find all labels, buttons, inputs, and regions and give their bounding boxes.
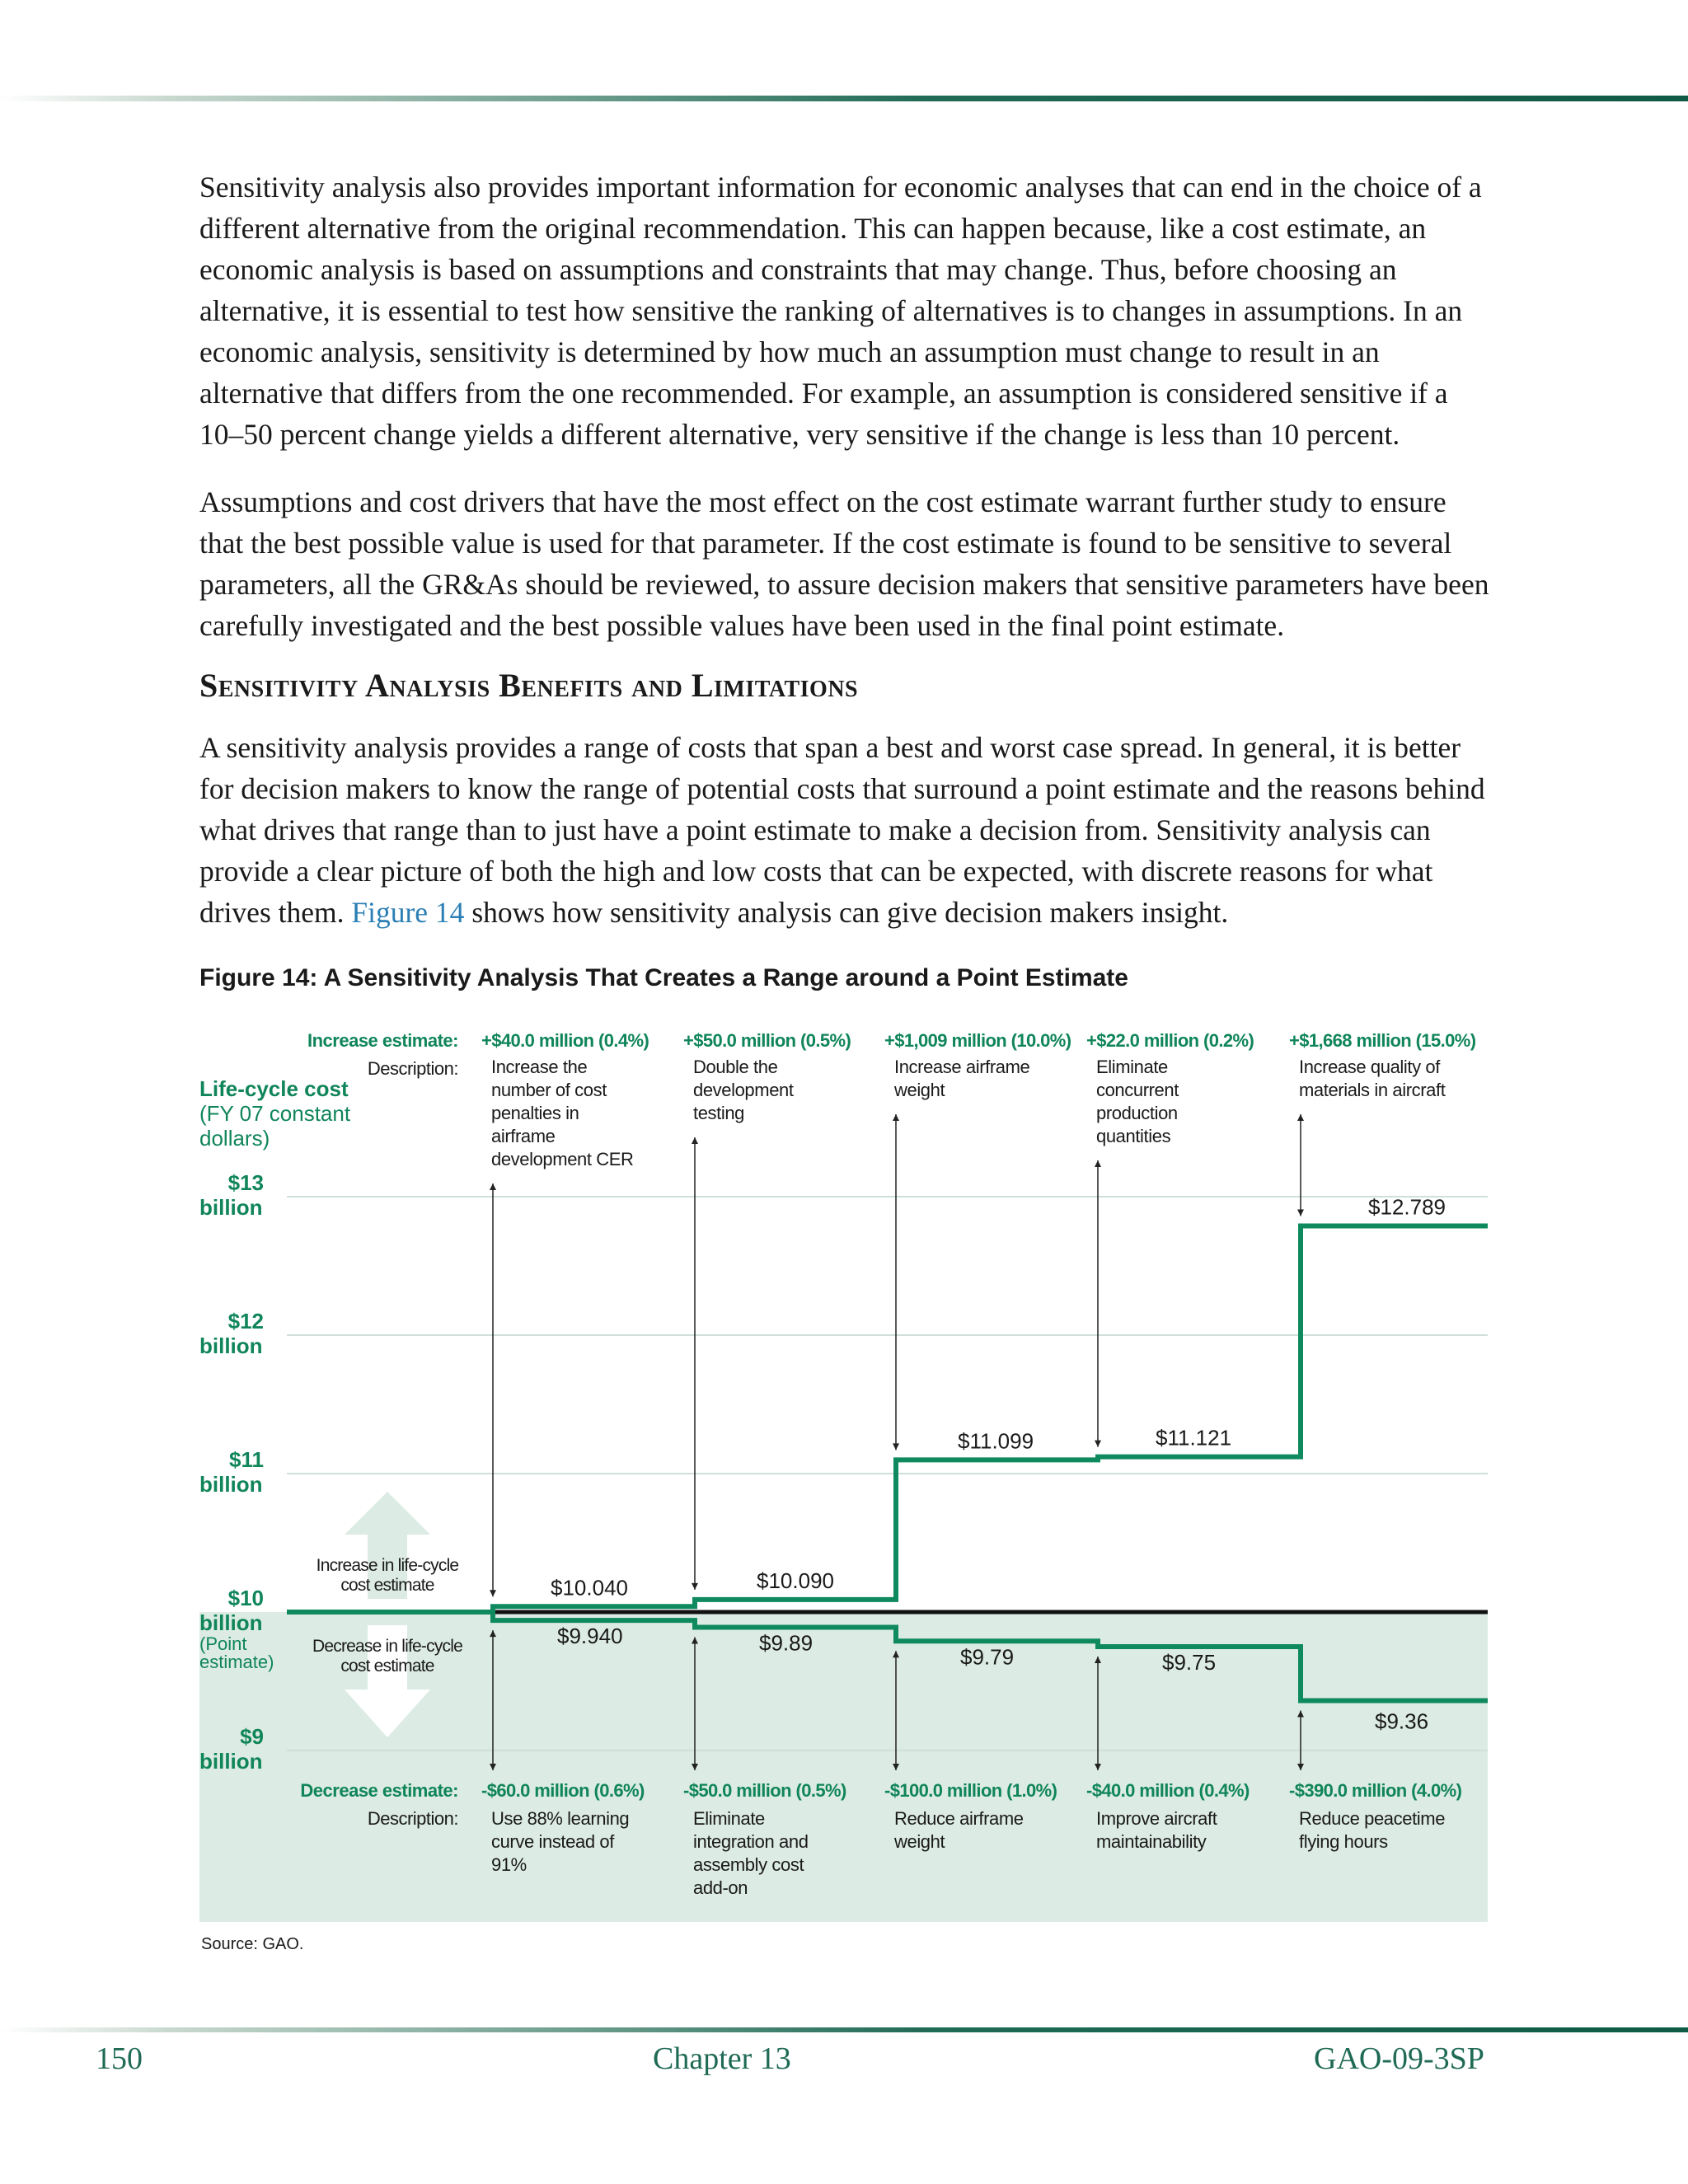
paragraph-3-text-a: A sensitivity analysis provides a range of costs that span a best and worst case spread. In general, it is better for decision makers to know the range of potential costs that surround a point estimate and the reasons behind what drives that range than to just have a point estimate to make a decision from. Sensitivity analysis can provide a clear picture of both the high and low costs that can be expected, with discrete reasons for what drives them. bbox=[199, 731, 1485, 929]
paragraph-3-text-b: shows how sensitivity analysis can give decision makers insight. bbox=[464, 896, 1229, 929]
y-tick-label-4-a: $9 bbox=[240, 1724, 264, 1749]
footer-doc-id: GAO-09-3SP bbox=[1314, 2041, 1484, 2076]
y-tick-label-3-b: billion bbox=[199, 1610, 263, 1635]
decrease-desc-1-2: assembly cost bbox=[693, 1854, 804, 1875]
decrease-desc-1-0: Eliminate bbox=[693, 1808, 765, 1829]
increase-desc-4-1: materials in aircraft bbox=[1299, 1080, 1446, 1100]
increase-value-3: +$22.0 million (0.2%) bbox=[1086, 1030, 1254, 1051]
decrease-value-1: -$50.0 million (0.5%) bbox=[683, 1780, 846, 1801]
figure-title: Figure 14: A Sensitivity Analysis That Creates a Range around a Point Estimate bbox=[199, 964, 1128, 991]
page-number: 150 bbox=[96, 2041, 143, 2076]
y-axis-label-line-2: dollars) bbox=[199, 1126, 270, 1151]
paragraph-2: Assumptions and cost drivers that have the most effect on the cost estimate warrant further study to ensure that the best possible value is used for that parameter. If the cost estimate is found to be sensitive to several parameters, all the GR&As should be reviewed, to assure decision makers that sensitive parameters have been carefully investigated and the best possible values have been used in the final point estimate. bbox=[199, 485, 1489, 642]
high-estimate-series-line bbox=[287, 1226, 1488, 1612]
increase-connector-top-arrow-1 bbox=[692, 1137, 698, 1144]
decrease-desc-2-0: Reduce airframe bbox=[894, 1808, 1024, 1829]
low-value-label-4: $9.36 bbox=[1375, 1708, 1429, 1734]
increase-value-2: +$1,009 million (10.0%) bbox=[884, 1030, 1071, 1051]
decrease-value-3: -$40.0 million (0.4%) bbox=[1086, 1780, 1250, 1801]
increase-desc-3-2: production bbox=[1096, 1103, 1178, 1123]
increase-desc-0-0: Increase the bbox=[491, 1057, 588, 1077]
y-axis-label-line-1: (FY 07 constant bbox=[199, 1101, 351, 1126]
low-value-label-3: $9.75 bbox=[1162, 1650, 1217, 1675]
decrease-desc-0-2: 91% bbox=[491, 1854, 527, 1875]
y-tick-label-3-a: $10 bbox=[227, 1586, 264, 1610]
low-value-label-2: $9.79 bbox=[960, 1644, 1015, 1670]
decrease-desc-0-1: curve instead of bbox=[491, 1831, 614, 1852]
decrease-desc-1-3: add-on bbox=[693, 1877, 748, 1898]
increase-connector-top-arrow-0 bbox=[490, 1183, 496, 1190]
increase-desc-0-4: development CER bbox=[491, 1149, 634, 1169]
increase-desc-1-2: testing bbox=[693, 1103, 745, 1123]
increase-value-4: +$1,668 million (15.0%) bbox=[1289, 1030, 1476, 1051]
y-tick-label-2-a: $11 bbox=[229, 1447, 264, 1472]
increase-desc-2-1: weight bbox=[894, 1080, 945, 1100]
increase-connector-bottom-arrow-2 bbox=[893, 1443, 899, 1450]
increase-desc-3-3: quantities bbox=[1096, 1126, 1171, 1146]
increase-desc-1-0: Double the bbox=[693, 1057, 778, 1077]
increase-connector-bottom-arrow-1 bbox=[692, 1583, 698, 1590]
decrease-desc-4-0: Reduce peacetime bbox=[1299, 1808, 1446, 1829]
increase-desc-2-0: Increase airframe bbox=[894, 1057, 1030, 1077]
decrease-value-2: -$100.0 million (1.0%) bbox=[884, 1780, 1057, 1801]
y-axis-label-line-0: Life-cycle cost bbox=[199, 1076, 349, 1101]
increase-desc-4-0: Increase quality of bbox=[1299, 1057, 1440, 1077]
increase-estimate-label: Increase estimate: bbox=[307, 1030, 458, 1051]
y-tick-label-0-b: billion bbox=[199, 1195, 263, 1220]
increase-connector-bottom-arrow-4 bbox=[1297, 1209, 1304, 1216]
figure-14-link[interactable]: Figure 14 bbox=[351, 896, 465, 929]
y-tick-label-1-b: billion bbox=[199, 1333, 263, 1358]
arrow-up-label-1: cost estimate bbox=[340, 1576, 434, 1595]
figure-source: Source: GAO. bbox=[201, 1935, 304, 1953]
increase-connector-bottom-arrow-0 bbox=[490, 1590, 496, 1596]
high-value-label-3: $11.121 bbox=[1156, 1425, 1232, 1451]
increase-value-0: +$40.0 million (0.4%) bbox=[481, 1030, 649, 1051]
decrease-value-4: -$390.0 million (4.0%) bbox=[1289, 1780, 1462, 1801]
high-value-label-2: $11.099 bbox=[958, 1428, 1034, 1454]
y-tick-label-4-b: billion bbox=[199, 1749, 263, 1774]
decrease-estimate-label: Decrease estimate: bbox=[300, 1780, 458, 1801]
arrow-down-label-1: cost estimate bbox=[340, 1657, 434, 1675]
decrease-desc-3-1: maintainability bbox=[1096, 1831, 1207, 1852]
y-tick-label-1-a: $12 bbox=[227, 1309, 264, 1333]
increase-connector-top-arrow-2 bbox=[893, 1114, 899, 1121]
increase-description-label: Description: bbox=[367, 1058, 458, 1079]
increase-desc-0-3: airframe bbox=[491, 1126, 556, 1146]
decrease-value-0: -$60.0 million (0.6%) bbox=[481, 1780, 645, 1801]
decrease-desc-3-0: Improve aircraft bbox=[1096, 1808, 1217, 1829]
decrease-desc-0-0: Use 88% learning bbox=[491, 1808, 630, 1829]
increase-value-1: +$50.0 million (0.5%) bbox=[683, 1030, 851, 1051]
bottom-rule bbox=[0, 2027, 1688, 2032]
decrease-desc-2-1: weight bbox=[894, 1831, 945, 1852]
increase-connector-top-arrow-4 bbox=[1297, 1114, 1304, 1121]
increase-desc-1-1: development bbox=[693, 1080, 794, 1100]
high-value-label-1: $10.090 bbox=[757, 1568, 834, 1593]
y-tick-label-0-a: $13 bbox=[227, 1170, 264, 1195]
low-value-label-1: $9.89 bbox=[759, 1630, 814, 1656]
footer-chapter: Chapter 13 bbox=[653, 2041, 791, 2076]
increase-connector-bottom-arrow-3 bbox=[1095, 1441, 1101, 1447]
section-heading: Sensitivity Analysis Benefits and Limitations bbox=[199, 667, 859, 704]
y-tick-label-2-b: billion bbox=[199, 1472, 263, 1497]
decrease-description-label: Description: bbox=[367, 1808, 458, 1829]
paragraph-1: Sensitivity analysis also provides important information for economic analyses that can end in the choice of a different alternative from the original recommendation. This can happen because, like a cost estimate, an economic analysis is based on assumptions and constraints that may change. Thus, before choosing an alternative, it is essential to test how sensitive the ranking of alternatives is to changes in assumptions. In an economic analysis, sensitivity is determined by how much an assumption must change to result in an alternative that differs from the one recommended. For example, an assumption is considered sensitive if a 10–50 percent change yields a different alternative, very sensitive if the change is less than 10 percent. bbox=[199, 171, 1482, 451]
arrow-down-label-0: Decrease in life-cycle bbox=[312, 1637, 462, 1656]
increase-desc-3-1: concurrent bbox=[1096, 1080, 1179, 1100]
y-tick-note-3-0: (Point bbox=[199, 1633, 247, 1654]
increase-desc-0-2: penalties in bbox=[491, 1103, 579, 1123]
increase-desc-3-0: Eliminate bbox=[1096, 1057, 1168, 1077]
increase-desc-0-1: number of cost bbox=[491, 1080, 607, 1100]
increase-connector-top-arrow-3 bbox=[1095, 1160, 1101, 1167]
y-tick-note-3-1: estimate) bbox=[199, 1652, 274, 1672]
high-value-label-4: $12.789 bbox=[1368, 1194, 1446, 1220]
decrease-desc-4-1: flying hours bbox=[1299, 1831, 1388, 1852]
high-value-label-0: $10.040 bbox=[551, 1575, 628, 1601]
low-value-label-0: $9.940 bbox=[557, 1624, 623, 1649]
arrow-up-label-0: Increase in life-cycle bbox=[316, 1556, 459, 1575]
decrease-desc-1-1: integration and bbox=[693, 1831, 809, 1852]
